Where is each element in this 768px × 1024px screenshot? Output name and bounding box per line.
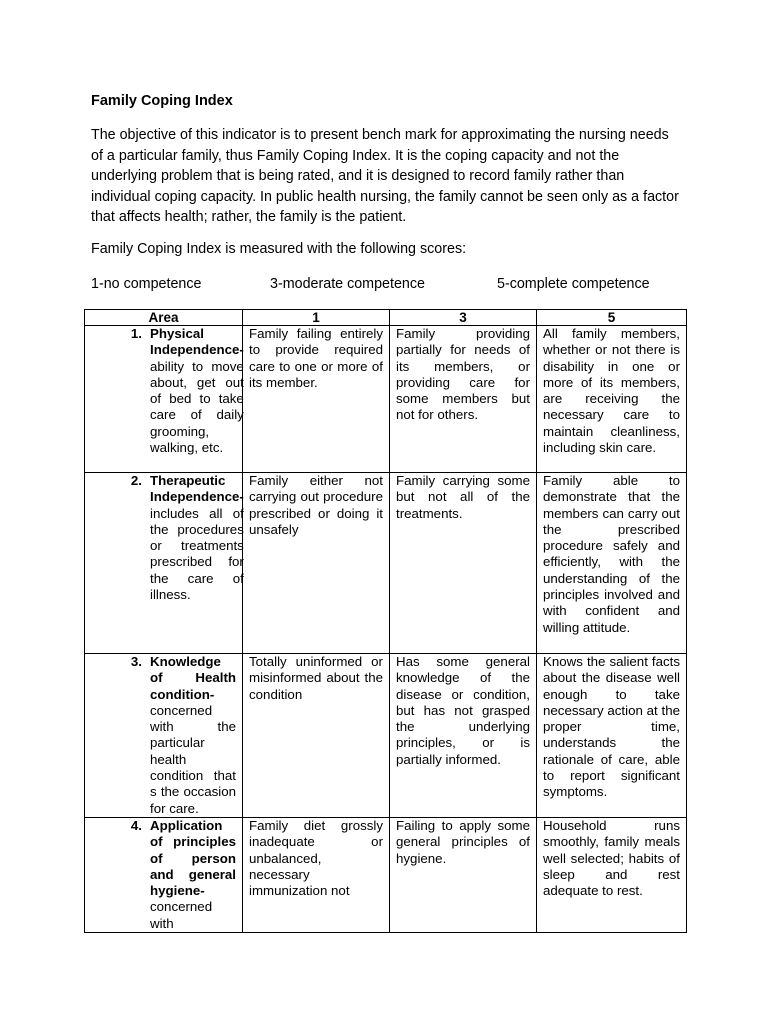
header-area: Area [85, 310, 243, 326]
area-title: Therapeutic Independence- [150, 473, 244, 505]
table-row [85, 473, 687, 654]
header-score-3: 3 [390, 310, 537, 326]
header-score-1: 1 [243, 310, 390, 326]
score-1-cell: Totally uninformed or misinformed about the condition [243, 654, 390, 818]
score-5-cell: Knows the salient facts about the disease well enough to take necessary action at the proper time, understands the rationale of care, able to report significant symptoms. [537, 654, 687, 818]
table-row [85, 326, 687, 473]
area-cell [85, 654, 243, 818]
score-3-cell: Failing to apply some general principles of hygiene. [390, 817, 537, 932]
page-title: Family Coping Index [91, 93, 233, 109]
score-1-label: 1-no competence [91, 276, 202, 292]
header-score-5: 5 [537, 310, 687, 326]
table-header-row [85, 310, 687, 326]
score-3-cell: Family providing partially for needs of its members, or providing care for some members but not for others. [390, 326, 537, 473]
score-5-cell: All family members, whether or not there is disability in one or more of its members, are receiving the necessary care to maintain cleanliness, including skin care. [537, 326, 687, 473]
table-row [85, 654, 687, 818]
intro-paragraph: The objective of this indicator is to present bench mark for approximating the nursing needs of a particular family, thus Family Coping Index. It is the coping capacity and not the underlying problem that is being rated, and it is designed to record family rather than individual coping capacity. In public health nursing, the family cannot be seen only as a factor that affects health; rather, the family is the patient. [91, 127, 679, 226]
measured-statement: Family Coping Index is measured with the following scores: [91, 241, 467, 257]
area-description: concerned with [150, 899, 213, 931]
area-cell [85, 473, 243, 654]
area-description: ability to move about, get out of bed to take care of daily grooming, walking, etc. [150, 358, 244, 456]
area-title: Knowledge of Health condition- [150, 654, 236, 702]
score-1-cell: Family diet grossly inadequate or unbalanced, necessary immunization not [243, 817, 390, 932]
row-number: 1. [130, 326, 142, 341]
row-number: 4. [130, 817, 142, 833]
row-number: 2. [130, 473, 142, 488]
score-5-cell: Family able to demonstrate that the members can carry out the prescribed procedure safely and efficiently, with the understanding of the principles involved and with confident and willing attitude. [537, 473, 687, 654]
coping-index-table [84, 309, 687, 933]
score-3-label: 3-moderate competence [270, 276, 425, 292]
row-number: 3. [130, 654, 142, 669]
score-5-label: 5-complete competence [497, 276, 650, 292]
score-3-cell: Has some general knowledge of the disease or condition, but has not grasped the underlying principles, or is partially informed. [390, 654, 537, 818]
score-1-cell: Family failing entirely to provide required care to one or more of its member. [243, 326, 390, 473]
area-title: Physical Independence- [150, 326, 244, 358]
area-description: concerned with the particular health condition that s the occasion for care. [150, 702, 236, 816]
score-3-cell: Family carrying some but not all of the treatments. [390, 473, 537, 654]
table-row [85, 817, 687, 932]
area-cell [85, 817, 243, 932]
area-cell [85, 326, 243, 473]
area-description: includes all of the procedures or treatments prescribed for the care of illness. [150, 505, 244, 603]
score-5-cell: Household runs smoothly, family meals well selected; habits of sleep and rest adequate to rest. [537, 817, 687, 932]
area-title: Application of principles of person and general hygiene- [150, 817, 236, 899]
score-1-cell: Family either not carrying out procedure prescribed or doing it unsafely [243, 473, 390, 654]
